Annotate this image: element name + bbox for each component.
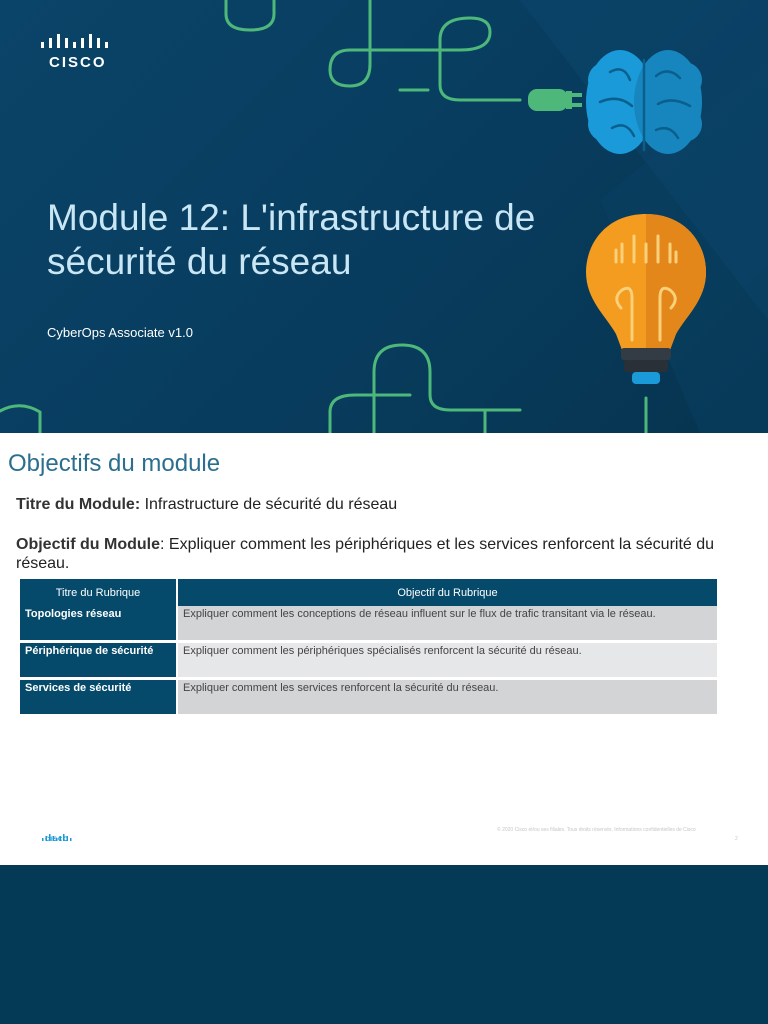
header-topic-title: Titre du Rubrique (20, 579, 177, 606)
cisco-wordmark: CISCO (49, 54, 107, 71)
objectives-slide (0, 433, 768, 865)
module-objective-value: : Expliquer comment les périphériques et les services renforcent la sécurité du réseau. (16, 536, 715, 572)
title-slide (0, 0, 768, 433)
deck-title: Module 12: L'infrastructure de sécurité du réseau (47, 197, 536, 282)
topic-objective-cell: Expliquer comment les services renforcent la sécurité du réseau. (177, 679, 717, 716)
cisco-logo-icon (40, 33, 110, 53)
table-row (20, 642, 717, 679)
table-row (20, 679, 717, 716)
copyright-notice: © 2020 Cisco et/ou ses filiales. Tous droits réservés. Informations confidentielles de Cisco (497, 827, 696, 833)
topic-objective-cell: Expliquer comment les conceptions de réseau influent sur le flux de trafic transitant via le réseau. (177, 606, 717, 642)
table-header-row (20, 579, 717, 606)
topic-title-cell: Périphérique de sécurité (20, 642, 177, 679)
page-number: 2 (735, 836, 738, 842)
footer-cisco-logo (42, 829, 72, 847)
deck-subtitle: CyberOps Associate v1.0 (47, 325, 193, 340)
plug-icon (528, 89, 582, 111)
module-title-label: Titre du Module: (16, 496, 141, 513)
module-objective-line (16, 535, 716, 573)
topic-objective-cell: Expliquer comment les périphériques spécialisés renforcent la sécurité du réseau. (177, 642, 717, 679)
header-topic-objective: Objectif du Rubrique (177, 579, 717, 606)
topic-title-cell: Topologies réseau (20, 606, 177, 642)
topic-title-cell: Services de sécurité (20, 679, 177, 716)
topics-table (20, 579, 717, 717)
module-title-line (16, 495, 397, 514)
viewer-background (0, 865, 768, 1024)
cisco-logo (40, 33, 110, 73)
slide-heading: Objectifs du module (8, 450, 221, 477)
module-title-value: Infrastructure de sécurité du réseau (140, 496, 398, 513)
table-row (20, 606, 717, 642)
footer-wordmark: CISCO (45, 837, 70, 843)
brain-icon (586, 50, 702, 154)
module-objective-label: Objectif du Module (16, 536, 160, 553)
